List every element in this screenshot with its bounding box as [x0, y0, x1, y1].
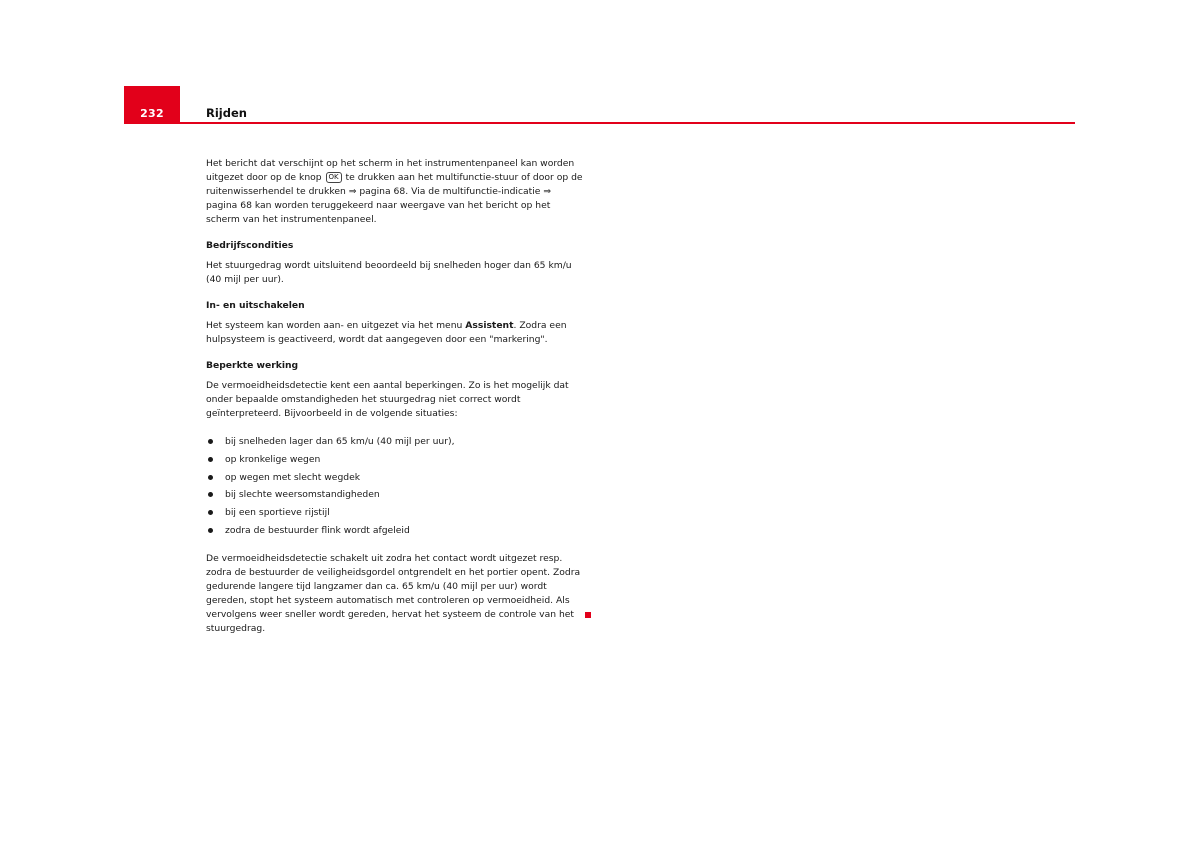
bullet-icon: [208, 510, 213, 515]
intro-paragraph: [206, 157, 584, 227]
paragraph-bedrijfscondities: Het stuurgedrag wordt uitsluitend beoordeeld bij snelheden hoger dan 65 km/u (40 mijl per uur).: [206, 260, 572, 285]
bullet-icon: [208, 439, 213, 444]
bullet-icon: [208, 457, 213, 462]
paragraph-in-uitschakelen-start: Het systeem kan worden aan- en uitgezet via het menu: [206, 320, 466, 331]
list-item-text: op kronkelige wegen: [225, 453, 321, 465]
list-item: [206, 451, 584, 469]
heading-bedrijfscondities: Bedrijfscondities: [206, 240, 294, 251]
list-item-text: bij een sportieve rijstijl: [225, 507, 330, 519]
section-title: Rijden: [206, 106, 247, 120]
list-item: [206, 486, 584, 504]
list-item-text: op wegen met slecht wegdek: [225, 471, 361, 483]
page-body: [206, 157, 584, 636]
situations-list: [206, 433, 584, 540]
bullet-icon: [208, 528, 213, 533]
list-item-text: bij snelheden lager dan 65 km/u (40 mijl per uur),: [225, 436, 455, 447]
menu-name-assistent: Assistent: [465, 320, 514, 331]
intro-text-before-key: Het bericht dat verschijnt op het scherm in het instrumentenpaneel kan worden uitgezet door op de knop: [206, 158, 575, 183]
paragraph-in-uitschakelen: [206, 319, 584, 347]
bullet-icon: [208, 492, 213, 497]
paragraph-beperkte-werking: De vermoeidheidsdetectie kent een aantal beperkingen. Zo is het mogelijk dat onder bepaalde omstandigheden het stuurgedrag niet correct wordt geïnterpreteerd. Bijvoorbeeld in de volgende situaties:: [206, 380, 569, 419]
list-item: [206, 433, 584, 451]
section-end-marker: [585, 612, 591, 618]
list-item-text: bij slechte weersomstandigheden: [225, 489, 380, 501]
paragraph-in-uitschakelen-end: . Zodra een hulpsysteem is geactiveerd, wordt dat aangegeven door een "markering".: [206, 320, 567, 345]
heading-in-uitschakelen: In- en uitschakelen: [206, 300, 305, 311]
list-item: [206, 504, 584, 522]
header-divider: [180, 122, 1075, 124]
bullet-icon: [208, 475, 213, 480]
ok-key-symbol: OK: [326, 172, 342, 183]
intro-text-after-key: te drukken aan het multifunctie-stuur of door op de ruitenwisserhendel te drukken ⇒ pagina 68. Via de multifunctie-indicatie ⇒ pagina 68 kan worden teruggekeerd naar weergave van het bericht op het scherm van het instrumentenpaneel.: [206, 172, 583, 225]
list-item: [206, 522, 584, 540]
heading-beperkte-werking: Beperkte werking: [206, 360, 299, 371]
list-item-text: zodra de bestuurder flink wordt afgeleid: [225, 524, 410, 536]
page-number: 232: [140, 107, 164, 120]
closing-paragraph: De vermoeidheidsdetectie schakelt uit zodra het contact wordt uitgezet resp. zodra de bestuurder de veiligheidsgordel ontgrendelt en het portier opent. Zodra gedurende langere tijd langzamer dan ca. 65 km/u (40 mijl per uur) wordt gereden, stopt het systeem automatisch met controleren op vermoeidheid. Als vervolgens weer sneller wordt gereden, hervat het systeem de controle van het stuurgedrag.: [206, 552, 581, 634]
list-item: [206, 469, 584, 487]
